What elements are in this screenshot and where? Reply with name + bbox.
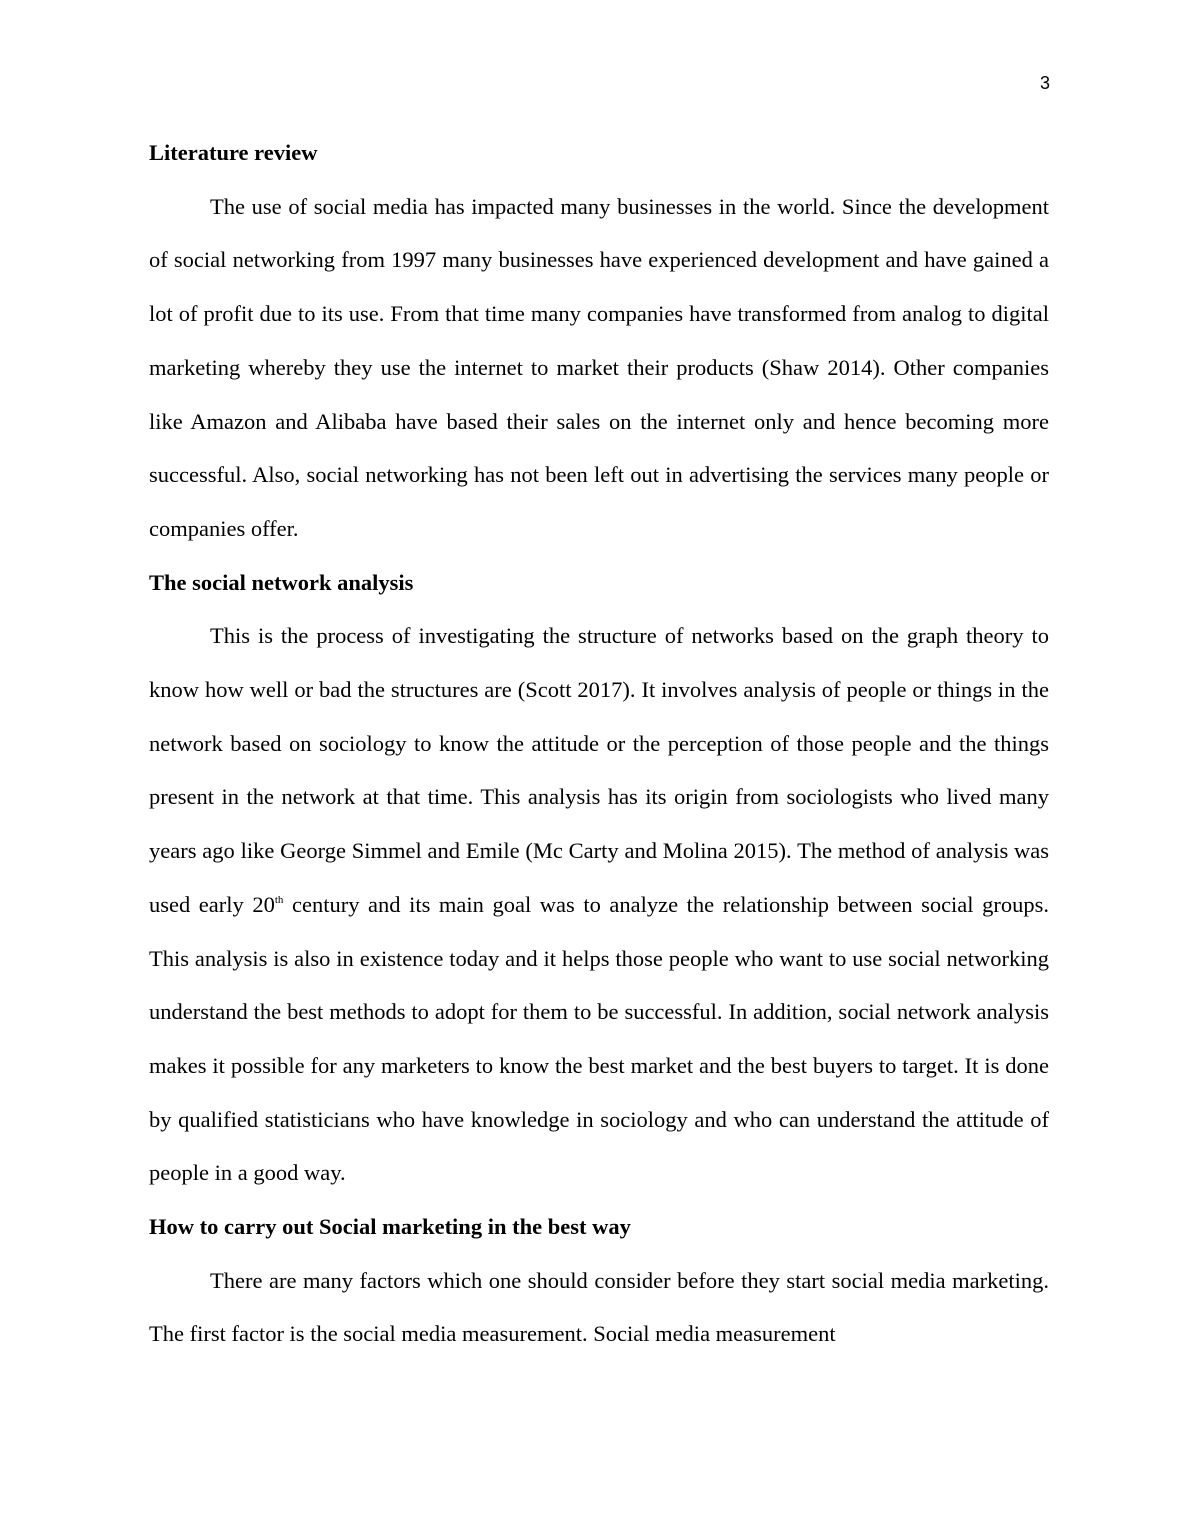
paragraph-text-part-1: This is the process of investigating the structure of networks based on the graph theory to know how well or bad the structures are (Scott 2017). It involves analysis of people or things in the network based on sociology to know the attitude or the perception of those people and the things present in the network at that time. This analysis has its origin from sociologists who lived many years ago like George Simmel and Emile (Mc Carty and Molina 2015). The method of analysis was used early 20 <box>149 623 1049 917</box>
superscript-th: th <box>274 893 284 906</box>
document-body <box>149 126 1049 1361</box>
paragraph-social-network-analysis <box>149 609 1049 1200</box>
paragraph-social-marketing: There are many factors which one should consider before they start social media marketing. The first factor is the social media measurement. Social media measurement <box>149 1267 1049 1347</box>
heading-social-network-analysis: The social network analysis <box>149 569 414 595</box>
heading-social-marketing: How to carry out Social marketing in the best way <box>149 1214 631 1240</box>
heading-literature-review: Literature review <box>149 140 318 165</box>
paragraph-literature-review: The use of social media has impacted many businesses in the world. Since the development of social networking from 1997 many businesses have experienced development and have gained a lot of profit due to its use. From that time many companies have transformed from analog to digital marketing whereby they use the internet to market their products (Shaw 2014). Other companies like Amazon and Alibaba have based their sales on the internet only and hence becoming more successful. Also, social networking has not been left out in advertising the services many people or companies offer. <box>149 193 1049 541</box>
paragraph-text-part-2: century and its main goal was to analyze the relationship between social groups. This analysis is also in existence today and it helps those people who want to use social networking understand the best methods to adopt for them to be successful. In addition, social network analysis makes it possible for any marketers to know the best market and the best buyers to target. It is done by qualified statisticians who have knowledge in sociology and who can understand the attitude of people in a good way. <box>149 891 1049 1186</box>
page-number: 3 <box>1039 73 1050 93</box>
